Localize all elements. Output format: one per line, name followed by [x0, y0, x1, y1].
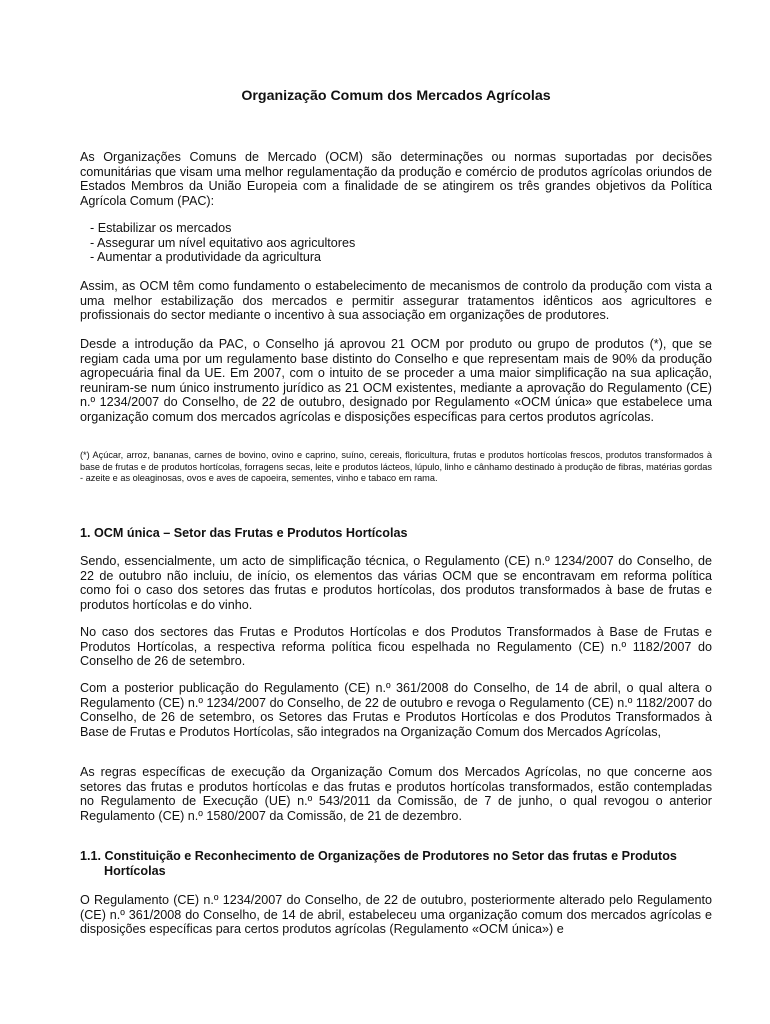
objective-item: - Assegurar um nível equitativo aos agricultores [90, 235, 356, 250]
objective-item: - Aumentar a produtividade da agricultura [90, 250, 322, 264]
document-title: Organização Comum dos Mercados Agrícolas [241, 88, 551, 104]
intro-paragraph: As Organizações Comuns de Mercado (OCM) são determinações ou normas suportadas por decisões comunitárias que visam uma melhor regulamentação da produção e comércio de produtos agrícolas oriundos de Estados Membros da União Europeia com a finalidade de se atingirem os três grandes objetivos da Política Agrícola Comum (PAC): [80, 150, 712, 208]
section-1-1-number: 1.1. [80, 849, 102, 863]
section-1-paragraph-2: No caso dos sectores das Frutas e Produtos Hortícolas e dos Produtos Transformados à Base de Frutas e Produtos Hortícolas, a respectiva reforma política ficou espelhada no Regulamento (CE) n.º 1182/2007 do Conselho de 26 de setembro. [80, 625, 712, 668]
footnote: (*) Açúcar, arroz, bananas, carnes de bovino, ovino e caprino, suíno, cereais, floricultura, frutas e produtos hortícolas frescos, produtos transformados à base de frutas e de produtos hortícolas, forragens secas, leite e produtos lácteos, lúpulo, linho e cânhamo destinado à produção de fibras, matérias gordas - azeite e as oleaginosas, ovos e aves de capoeira, sementes, vinho e tabaco em rama. [80, 450, 712, 484]
section-1-1-paragraph-1: O Regulamento (CE) n.º 1234/2007 do Conselho, de 22 de outubro, posteriormente alterado pelo Regulamento (CE) n.º 361/2008 do Conselho, de 14 de abril, estabeleceu uma organização comum dos mercados agrícolas e disposições específicas para certos produtos agrícolas (Regulamento «OCM única») e [80, 893, 712, 936]
section-1-heading: 1. OCM única – Setor das Frutas e Produtos Hortícolas [80, 526, 408, 540]
section-1-paragraph-4: As regras específicas de execução da Organização Comum dos Mercados Agrícolas, no que concerne aos setores das frutas e produtos hortícolas e das frutas e produtos hortícolas transformados, estão contempladas no Regulamento de Execução (UE) n.º 543/2011 da Comissão, de 7 de junho, o qual revogou o anterior Regulamento (CE) n.º 1580/2007 da Comissão, de 21 de dezembro. [80, 765, 712, 823]
paragraph-pac: Desde a introdução da PAC, o Conselho já aprovou 21 OCM por produto ou grupo de produtos (*), que se regiam cada uma por um regulamento base distinto do Conselho e que representam mais de 90% da produção agropecuária final da UE. Em 2007, com o intuito de se proceder a uma maior simplificação na sua aplicação, reuniram-se num único instrumento jurídico as 21 OCM existentes, mediante a aprovação do Regulamento (CE) n.º 1234/2007 do Conselho, de 22 de outubro, designado por Regulamento «OCM única» que estabelece uma organização comum dos mercados agrícolas e disposições específicas para certos produtos agrícolas. [80, 337, 712, 424]
objective-item: - Estabilizar os mercados [90, 221, 232, 235]
section-1-1-heading [80, 849, 712, 878]
section-1-1-title-line-1: Constituição e Reconhecimento de Organizações de Produtores no Setor das frutas e Produtos [104, 849, 677, 863]
section-1-paragraph-3: Com a posterior publicação do Regulamento (CE) n.º 361/2008 do Conselho, de 14 de abril, o qual altera o Regulamento (CE) n.º 1234/2007 do Conselho, de 22 de outubro e revoga o Regulamento (CE) n.º 1182/2007 do Conselho, de 26 de setembro, os Setores das Frutas e Produtos Hortícolas e dos Produtos Transformados à Base de Frutas e Produtos Hortícolas, são integrados na Organização Comum dos Mercados Agrícolas, [80, 681, 712, 739]
section-1-1-title-line-2: Hortícolas [104, 863, 166, 878]
section-1-paragraph-1: Sendo, essencialmente, um acto de simplificação técnica, o Regulamento (CE) n.º 1234/2007 do Conselho, de 22 de outubro não incluiu, de início, os elementos das várias OCM que se encontravam em reforma política como foi o caso dos setores das frutas e produtos hortícolas, dos produtos transformados à base de frutas e produtos hortícolas e do vinho. [80, 554, 712, 612]
objectives-list [90, 221, 690, 265]
paragraph-assim: Assim, as OCM têm como fundamento o estabelecimento de mecanismos de controlo da produção com vista a uma melhor estabilização dos mercados e permitir assegurar tratamentos idênticos aos agricultores e profissionais do sector mediante o incentivo à sua associação em organizações de produtores. [80, 279, 712, 322]
